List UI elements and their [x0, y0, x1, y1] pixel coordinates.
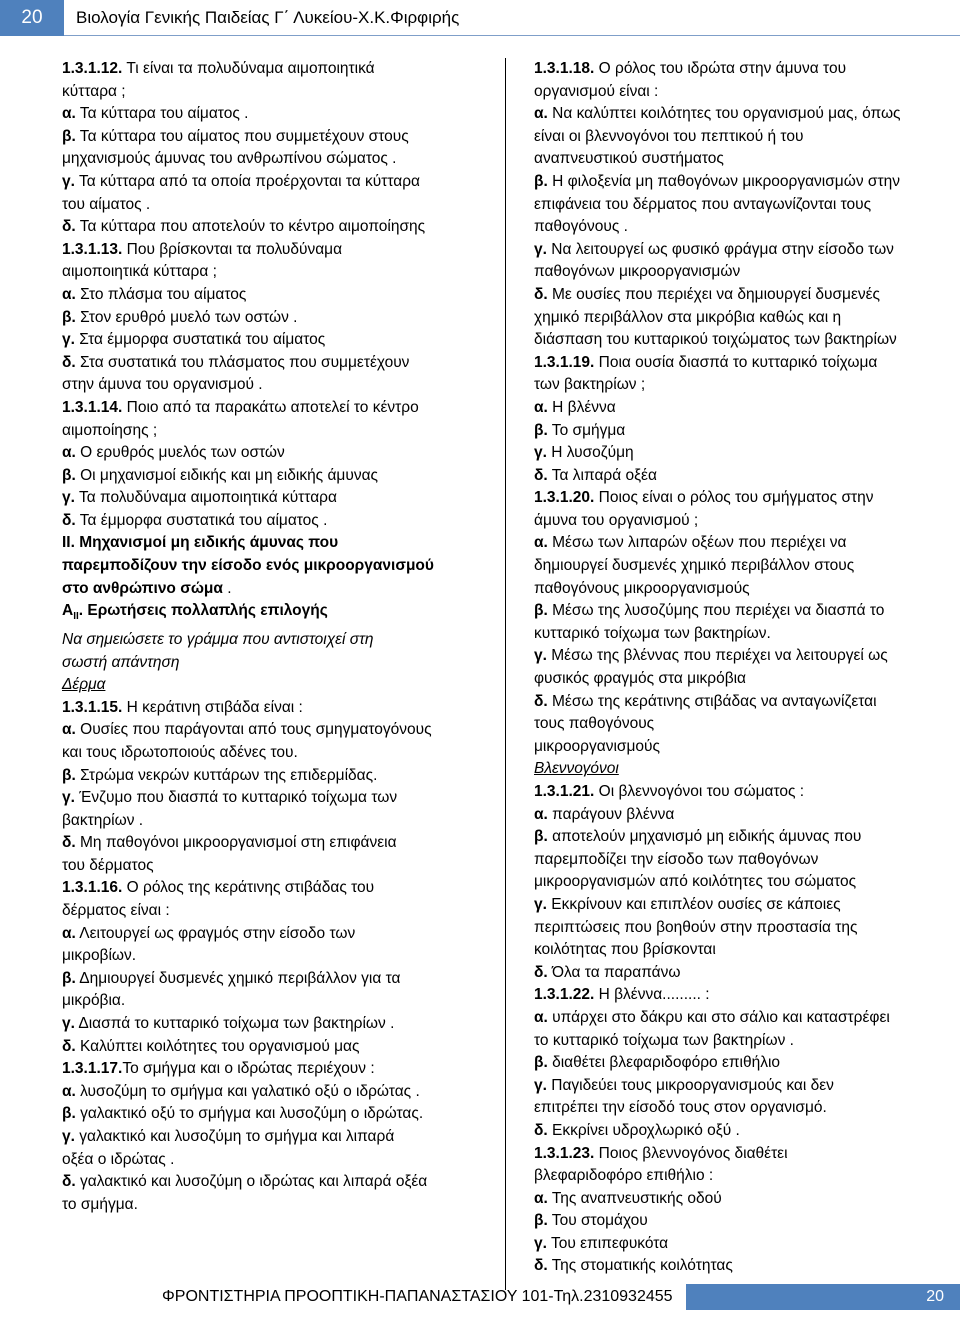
- text-line: [534, 713, 954, 736]
- text-line: [534, 826, 954, 849]
- text-line: [62, 103, 482, 126]
- text-line: [62, 742, 482, 765]
- text-line: [534, 1052, 954, 1075]
- text-line: [534, 465, 954, 488]
- text-line: [62, 58, 482, 81]
- plain-text: βλεφαριδοφόρο επιθήλιο :: [534, 1167, 714, 1185]
- section-heading: Βλεννογόνοι: [534, 760, 619, 778]
- bold-label: α.: [62, 721, 76, 739]
- bold-label: 1.3.1.19.: [534, 353, 595, 371]
- line-text: Ένζυμο που διασπά το κυτταρικό τοίχωμα των: [74, 789, 398, 807]
- bold-label: δ.: [534, 692, 548, 710]
- plain-text: το κυτταρικό τοίχωμα των βακτηρίων .: [534, 1031, 794, 1049]
- text-line: [62, 81, 482, 104]
- bold-label: β.: [534, 1054, 548, 1072]
- text-line: [62, 194, 482, 217]
- bold-label: α.: [534, 534, 548, 552]
- heading-subscript: ΙΙ: [73, 611, 79, 623]
- text-line: [62, 261, 482, 284]
- line-text: Οι μηχανισμοί ειδικής και μη ειδικής άμυνας: [75, 466, 379, 484]
- text-line: [62, 442, 482, 465]
- line-text: Του στομάχου: [547, 1212, 648, 1230]
- text-line: [534, 329, 954, 352]
- line-text: Μέσω της λυσοζύμης που περιέχει να διασπά το: [547, 602, 885, 620]
- bold-label: β.: [62, 766, 76, 784]
- line-text: Στο πλάσμα του αίματος: [75, 285, 247, 303]
- text-line: [534, 81, 954, 104]
- bold-label: β.: [534, 602, 548, 620]
- text-line: [534, 758, 954, 781]
- text-line: [534, 487, 954, 510]
- text-line: [534, 917, 954, 940]
- text-line: [62, 1149, 482, 1172]
- plain-text: στην άμυνα του οργανισμού .: [62, 376, 263, 394]
- bold-label: β.: [62, 308, 76, 326]
- plain-text: μικρόβια.: [62, 992, 126, 1010]
- bold-label: δ.: [62, 511, 76, 529]
- bold-label: β.: [534, 828, 548, 846]
- bold-label: 1.3.1.20.: [534, 489, 595, 507]
- bold-label: γ.: [62, 1128, 75, 1145]
- text-line: [534, 962, 954, 985]
- text-line: [62, 216, 482, 239]
- line-text: Παγιδεύει τους μικροοργανισμούς και δεν: [546, 1076, 834, 1094]
- text-line: [534, 58, 954, 81]
- plain-text: το σμήγμα.: [62, 1195, 138, 1213]
- line-text: γαλακτικό και λυσοζύμη ο ιδρώτας και λιπαρά οξέα: [75, 1173, 428, 1191]
- line-text: Η βλέννα: [547, 398, 616, 416]
- line-text: Οι βλεννογόνοι του σώματος :: [594, 783, 805, 800]
- line-text: Να καλύπτει κοιλότητες του οργανισμού μας, όπως: [547, 105, 901, 123]
- line-text: Ο ρόλος της κεράτινης στιβάδας του: [122, 879, 375, 897]
- bold-label: γ.: [62, 331, 75, 349]
- text-line: [62, 510, 482, 533]
- line-text: Η βλέννα......... :: [594, 986, 710, 1004]
- text-line: [62, 900, 482, 923]
- bold-label: α.: [62, 444, 76, 462]
- bold-label: 1.3.1.18.: [534, 60, 595, 77]
- line-text: Στα συστατικά του πλάσματος που συμμετέχουν: [75, 353, 410, 371]
- line-text: Τα πολυδύναμα αιμοποιητικά κύτταρα: [74, 489, 337, 507]
- italic-text: Να σημειώσετε το γράμμα που αντιστοιχεί στη: [62, 630, 374, 648]
- italic-text: σωστή απάντηση: [62, 653, 180, 671]
- plain-text: δημιουργεί δυσμενές χημικό περιβάλλον στους: [534, 557, 855, 575]
- line-text: Το σμήγμα: [547, 421, 626, 439]
- bold-label: 1.3.1.15.: [62, 698, 123, 716]
- line-text: Τα έμμορφα συστατικά του αίματος .: [75, 511, 328, 529]
- bold-label: 1.3.1.16.: [62, 879, 123, 897]
- text-line: [62, 990, 482, 1013]
- bold-label: 1.3.1.13.: [62, 240, 123, 258]
- text-line: [534, 849, 954, 872]
- plain-text: οξέα ο ιδρώτας .: [62, 1150, 175, 1168]
- line-text: Του επιπεφυκότα: [546, 1234, 669, 1252]
- header-page-number: 20: [0, 0, 64, 36]
- line-text: Να λειτουργεί ως φυσικό φράγμα στην είσοδο των: [546, 240, 894, 258]
- text-line: [534, 442, 954, 465]
- text-line: [62, 765, 482, 788]
- text-line: [534, 1120, 954, 1143]
- bold-label: γ.: [62, 1015, 75, 1033]
- line-text: Στον ερυθρό μυελό των οστών .: [75, 308, 298, 326]
- text-line: [534, 261, 954, 284]
- plain-text: τους παθογόνους: [534, 715, 655, 733]
- line-text: Εκκρίνουν και επιπλέον ουσίες σε κάποιες: [546, 895, 841, 913]
- text-line: [534, 352, 954, 375]
- plain-text: κύτταρα ;: [62, 82, 126, 100]
- right-column: [534, 58, 954, 1278]
- text-line: [534, 126, 954, 149]
- plain-text: μικροοργανισμούς: [534, 737, 660, 755]
- bold-label: α.: [62, 285, 76, 303]
- text-line: [62, 284, 482, 307]
- left-column: [62, 58, 482, 1216]
- line-text: διαθέτει βλεφαριδοφόρο επιθήλιο: [547, 1054, 781, 1072]
- text-line: [534, 532, 954, 555]
- bold-label: ΙΙ. Μηχανισμοί μη ειδικής άμυνας που: [62, 534, 339, 552]
- text-line: [62, 555, 482, 578]
- text-line: [534, 1188, 954, 1211]
- footer-text: ΦΡΟΝΤΙΣΤΗΡΙΑ ΠΡΟΟΠΤΙΚΗ-ΠΑΠΑΝΑΣΤΑΣΙΟΥ 101-Τηλ.2310932455: [162, 1288, 673, 1305]
- line-text: Τα κύτταρα που αποτελούν το κέντρο αιμοποίησης: [75, 218, 426, 236]
- plain-text: μηχανισμούς άμυνας του ανθρωπίνου σώματος .: [62, 150, 397, 168]
- bold-label: α.: [534, 805, 548, 823]
- plain-text: επιφάνεια του δέρματος που ανταγωνίζονται τους: [534, 195, 872, 213]
- line-text: Που βρίσκονται τα πολυδύναμα: [122, 240, 343, 258]
- text-line: [62, 600, 482, 629]
- plain-text: άμυνα του οργανισμού ;: [534, 511, 699, 529]
- line-text: Εκκρίνει υδροχλωρικό οξύ .: [547, 1121, 740, 1139]
- bold-label: α.: [62, 924, 76, 942]
- line-text: Τα κύτταρα του αίματος που συμμετέχουν στους: [75, 127, 409, 145]
- plain-text: επιτρέπει την είσοδό τους στον οργανισμό.: [534, 1099, 827, 1117]
- plain-text: και τους ιδρωτοποιούς αδένες του.: [62, 743, 298, 761]
- line-text: λυσοζύμη το σμήγμα και γαλατικό οξύ ο ιδρώτας .: [75, 1082, 420, 1100]
- bold-label: 1.3.1.22.: [534, 986, 595, 1004]
- plain-text: παθογόνους .: [534, 218, 628, 236]
- text-line: [534, 1075, 954, 1098]
- bold-label: γ.: [534, 240, 547, 258]
- bold-label: α.: [62, 1082, 76, 1100]
- text-line: [62, 307, 482, 330]
- text-line: [62, 832, 482, 855]
- text-line: [62, 1171, 482, 1194]
- text-line: [62, 126, 482, 149]
- bold-label: β.: [62, 969, 76, 987]
- text-line: [534, 645, 954, 668]
- line-text: γαλακτικό οξύ το σμήγμα και λυσοζύμη ο ιδρώτας.: [75, 1105, 424, 1123]
- bold-label: α.: [534, 105, 548, 123]
- bold-label: 1.3.1.23.: [534, 1144, 595, 1162]
- bold-label: 1.3.1.17.: [62, 1060, 123, 1078]
- text-line: [62, 239, 482, 262]
- text-line: [534, 1030, 954, 1053]
- text-line: [62, 578, 482, 601]
- bold-label: β.: [62, 127, 76, 145]
- header-title: Βιολογία Γενικής Παιδείας Γ΄ Λυκείου-Χ.Κ.Φιρφιρής: [76, 8, 460, 27]
- plain-text: παθογόνων μικροοργανισμών: [534, 263, 741, 281]
- line-text: Μέσω των λιπαρών οξέων που περιέχει να: [547, 534, 847, 552]
- text-line: [534, 555, 954, 578]
- bold-label: β.: [534, 421, 548, 439]
- text-line: [534, 804, 954, 827]
- text-line: [62, 855, 482, 878]
- plain-text: φυσικός φραγμός στα μικρόβια: [534, 670, 747, 688]
- bold-label: δ.: [534, 466, 548, 484]
- line-text: αποτελούν μηχανισμό μη ειδικής άμυνας που: [547, 828, 862, 846]
- text-line: [62, 1036, 482, 1059]
- line-text: .: [222, 579, 232, 597]
- line-text: Μέσω της βλέννας που περιέχει να λειτουργεί ως: [546, 647, 888, 665]
- plain-text: παθογόνους μικροοργανισμούς: [534, 579, 750, 597]
- plain-text: διάσπαση του κυτταρικού τοιχώματος των βακτηρίων: [534, 331, 897, 349]
- line-text: Ποιος είναι ο ρόλος του σμήγματος στην: [594, 489, 874, 507]
- text-line: [62, 968, 482, 991]
- bold-label: δ.: [534, 1121, 548, 1139]
- text-line: [534, 894, 954, 917]
- plain-text: μικροβίων.: [62, 947, 137, 965]
- text-line: [62, 465, 482, 488]
- line-text: Καλύπτει κοιλότητες του οργανισμού μας: [75, 1037, 360, 1055]
- heading-letter: Α: [62, 602, 74, 620]
- text-line: [62, 877, 482, 900]
- text-line: [62, 397, 482, 420]
- text-line: [62, 352, 482, 375]
- line-text: Της στοματικής κοιλότητας: [547, 1257, 733, 1275]
- text-line: [534, 397, 954, 420]
- footer: [0, 1284, 960, 1310]
- bold-label: γ.: [534, 647, 547, 665]
- text-line: [534, 148, 954, 171]
- plain-text: αναπνευστικού συστήματος: [534, 150, 724, 168]
- footer-page-number: 20: [686, 1284, 960, 1310]
- line-text: παράγουν βλέννα: [547, 805, 675, 823]
- bold-label: 1.3.1.21.: [534, 783, 595, 800]
- text-line: [534, 216, 954, 239]
- line-text: Με ουσίες που περιέχει να δημιουργεί δυσμενές: [547, 285, 880, 303]
- plain-text: του αίματος .: [62, 195, 151, 213]
- text-line: [62, 329, 482, 352]
- line-text: Λειτουργεί ως φραγμός στην είσοδο των: [75, 924, 356, 942]
- line-text: Μη παθογόνοι μικροοργανισμοί στη επιφάνεια: [75, 834, 397, 852]
- heading-text: . Ερωτήσεις πολλαπλής επιλογής: [78, 602, 328, 620]
- bold-label: δ.: [62, 1037, 76, 1055]
- line-text: Τι είναι τα πολυδύναμα αιμοποιητικά: [122, 60, 375, 77]
- bold-label: στο ανθρώπινο σώμα: [62, 579, 223, 597]
- text-line: [534, 781, 954, 804]
- text-line: [62, 719, 482, 742]
- line-text: γαλακτικό και λυσοζύμη το σμήγμα και λιπαρά: [74, 1128, 395, 1145]
- bold-label: δ.: [534, 963, 548, 981]
- text-line: [534, 1097, 954, 1120]
- line-text: Η κεράτινη στιβάδα είναι :: [122, 698, 303, 716]
- line-text: Ουσίες που παράγονται από τους σμηγματογόνους: [75, 721, 432, 739]
- text-line: [62, 148, 482, 171]
- text-line: [534, 1255, 954, 1278]
- line-text: Τα κύτταρα από τα οποία προέρχονται τα κύτταρα: [74, 172, 420, 190]
- bold-label: α.: [62, 105, 76, 123]
- text-line: [534, 1210, 954, 1233]
- bold-label: α.: [534, 1008, 548, 1026]
- bold-label: παρεμποδίζουν την είσοδο ενός μικροοργανισμού: [62, 557, 434, 575]
- text-line: [534, 578, 954, 601]
- text-line: [534, 736, 954, 759]
- text-line: [534, 600, 954, 623]
- text-line: [534, 307, 954, 330]
- bold-label: δ.: [534, 285, 548, 303]
- text-line: [534, 239, 954, 262]
- plain-text: οργανισμού είναι :: [534, 82, 659, 100]
- line-text: Η φιλοξενία μη παθογόνων μικροοργανισμών στην: [547, 172, 900, 190]
- line-text: Στα έμμορφα συστατικά του αίματος: [74, 331, 326, 349]
- bold-label: α.: [534, 398, 548, 416]
- text-line: [62, 923, 482, 946]
- section-heading: Δέρμα: [62, 676, 106, 694]
- column-divider: [505, 58, 506, 1290]
- text-line: [62, 674, 482, 697]
- line-text: Στρώμα νεκρών κυττάρων της επιδερμίδας.: [75, 766, 378, 784]
- text-line: [62, 1081, 482, 1104]
- bold-label: γ.: [534, 1234, 547, 1252]
- line-text: Όλα τα παραπάνω: [547, 963, 681, 981]
- text-line: [62, 787, 482, 810]
- line-text: Η λυσοζύμη: [546, 444, 634, 462]
- text-line: [62, 697, 482, 720]
- bold-label: 1.3.1.12.: [62, 60, 123, 77]
- text-line: [62, 171, 482, 194]
- plain-text: του δέρματος: [62, 856, 154, 874]
- plain-text: μικροοργανισμών από κοιλότητες του σώματος: [534, 873, 857, 891]
- plain-text: βακτηρίων .: [62, 811, 144, 829]
- bold-label: δ.: [62, 218, 76, 236]
- section-heading: [62, 602, 328, 623]
- bold-label: β.: [534, 1212, 548, 1230]
- text-line: [62, 374, 482, 397]
- line-text: Δημιουργεί δυσμενές χημικό περιβάλλον για τα: [75, 969, 401, 987]
- text-line: [62, 652, 482, 675]
- bold-label: 1.3.1.14.: [62, 398, 123, 416]
- text-line: [534, 939, 954, 962]
- plain-text: περιπτώσεις που βοηθούν στην προστασία της: [534, 918, 858, 936]
- bold-label: α.: [534, 1189, 548, 1207]
- text-line: [62, 1013, 482, 1036]
- line-text: υπάρχει στο δάκρυ και στο σάλιο και καταστρέφει: [547, 1008, 890, 1026]
- text-line: [534, 171, 954, 194]
- bold-label: β.: [62, 466, 76, 484]
- bold-label: β.: [62, 1105, 76, 1123]
- text-line: [62, 1103, 482, 1126]
- text-line: [534, 1007, 954, 1030]
- line-text: Ποιος βλεννογόνος διαθέτει: [594, 1144, 788, 1162]
- text-line: [62, 1126, 482, 1149]
- plain-text: αιμοποίησης ;: [62, 421, 158, 439]
- text-line: [534, 420, 954, 443]
- bold-label: δ.: [534, 1257, 548, 1275]
- line-text: Ο ερυθρός μυελός των οστών: [75, 444, 285, 462]
- plain-text: παρεμποδίζει την είσοδο των παθογόνων: [534, 850, 819, 868]
- bold-label: δ.: [62, 353, 76, 371]
- line-text: Ποιο από τα παρακάτω αποτελεί το κέντρο: [122, 398, 419, 416]
- bold-label: δ.: [62, 1173, 76, 1191]
- text-line: [62, 945, 482, 968]
- line-text: Ποια ουσία διασπά το κυτταρικό τοίχωμα: [594, 353, 878, 371]
- plain-text: αιμοποιητικά κύτταρα ;: [62, 263, 217, 281]
- text-line: [62, 1194, 482, 1217]
- text-line: [62, 1058, 482, 1081]
- bold-label: γ.: [62, 172, 75, 190]
- text-line: [534, 284, 954, 307]
- line-text: Ο ρόλος του ιδρώτα στην άμυνα του: [594, 60, 847, 77]
- text-line: [62, 810, 482, 833]
- line-text: Τα λιπαρά οξέα: [547, 466, 657, 484]
- text-line: [534, 374, 954, 397]
- text-line: [534, 623, 954, 646]
- line-text: Της αναπνευστικής οδού: [547, 1189, 722, 1207]
- line-text: Διασπά το κυτταρικό τοίχωμα των βακτηρίων .: [74, 1015, 395, 1033]
- text-line: [534, 1143, 954, 1166]
- text-line: [62, 629, 482, 652]
- plain-text: κοιλότητας που βρίσκονται: [534, 941, 716, 959]
- text-line: [62, 420, 482, 443]
- plain-text: είναι οι βλεννογόνοι του πεπτικού ή του: [534, 127, 804, 145]
- bold-label: γ.: [62, 789, 75, 807]
- line-text: Τα κύτταρα του αίματος .: [75, 105, 249, 123]
- bold-label: β.: [534, 172, 548, 190]
- line-text: Το σμήγμα και ο ιδρώτας περιέχουν :: [122, 1060, 375, 1078]
- text-line: [62, 487, 482, 510]
- bold-label: γ.: [534, 1076, 547, 1094]
- bold-label: γ.: [534, 444, 547, 462]
- bold-label: γ.: [534, 895, 547, 913]
- text-line: [534, 103, 954, 126]
- text-line: [534, 510, 954, 533]
- text-line: [62, 532, 482, 555]
- text-line: [534, 668, 954, 691]
- plain-text: χημικό περιβάλλον στα μικρόβια καθώς και η: [534, 308, 842, 326]
- header-divider: [64, 35, 960, 36]
- text-line: [534, 1165, 954, 1188]
- text-line: [534, 984, 954, 1007]
- plain-text: δέρματος είναι :: [62, 902, 170, 920]
- text-line: [534, 691, 954, 714]
- bold-label: δ.: [62, 834, 76, 852]
- text-line: [534, 194, 954, 217]
- plain-text: κυτταρικό τοίχωμα των βακτηρίων.: [534, 624, 771, 642]
- bold-label: γ.: [62, 489, 75, 507]
- plain-text: των βακτηρίων ;: [534, 376, 646, 394]
- line-text: Μέσω της κεράτινης στιβάδας να ανταγωνίζεται: [547, 692, 877, 710]
- text-line: [534, 871, 954, 894]
- text-line: [534, 1233, 954, 1256]
